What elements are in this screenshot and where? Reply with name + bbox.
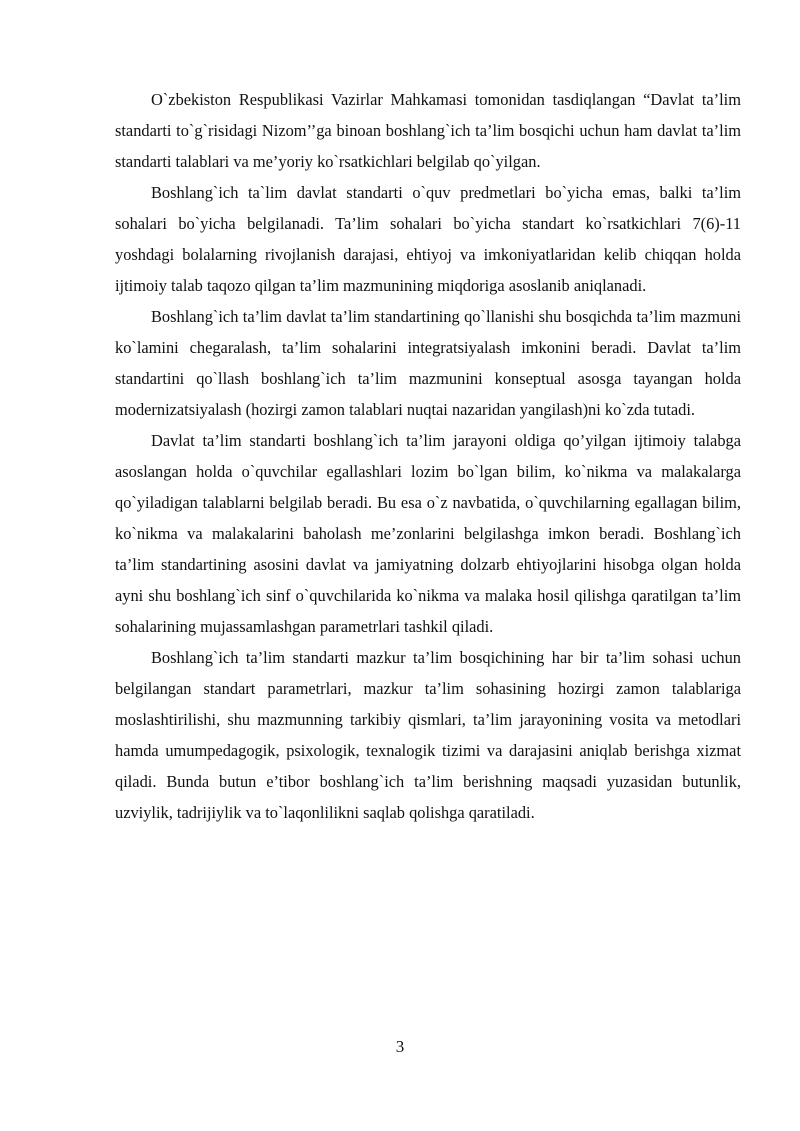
paragraph-1: O`zbekiston Respublikasi Vazirlar Mahkamasi tomonidan tasdiqlangan “Davlat ta’lim standarti to`g`risidagi Nizom’’ga binoan boshlang`ich ta’lim bosqichi uchun ham davlat ta’lim standarti talablari va me’yoriy ko`rsatkichlari belgilab qo`yilgan.: [115, 90, 741, 171]
paragraph-3: Boshlang`ich ta’lim davlat ta’lim standartining qo`llanishi shu bosqichda ta’lim mazmuni ko`lamini chegaralash, ta’lim sohalarini integratsiyalash imkonini beradi. Davlat ta’lim standartini qo`llash boshlang`ich ta’lim mazmunini konseptual asosga tayangan holda modernizatsiyalash (hozirgi zamon talablari nuqtai nazaridan yangilash)ni ko`zda tutadi.: [115, 307, 741, 419]
paragraph-4: Davlat ta’lim standarti boshlang`ich ta’lim jarayoni oldiga qo’yilgan ijtimoiy talabga asoslangan holda o`quvchilar egallashlari lozim bo`lgan bilim, ko`nikma va malakalarga qo`yiladigan talablarni belgilab beradi. Bu esa o`z navbatida, o`quvchilarning egallagan bilim, ko`nikma va malakalarini baholash me’zonlarini belgilashga imkon beradi. Boshlang`ich ta’lim standartining asosini davlat va jamiyatning dolzarb ehtiyojlarini hisobga olgan holda ayni shu boshlang`ich sinf o`quvchilarida ko`nikma va malaka hosil qilishga qaratilgan ta’lim sohalarining mujassamlashgan parametrlari tashkil qiladi.: [115, 431, 741, 636]
paragraph-5: Boshlang`ich ta’lim standarti mazkur ta’lim bosqichining har bir ta’lim sohasi uchun belgilangan standart parametrlari, mazkur ta’lim sohasining hozirgi zamon talablariga moslashtirilishi, shu mazmunning tarkibiy qismlari, ta’lim jarayonining vosita va metodlari hamda umumpedagogik, psixologik, texnalogik tizimi va darajasini aniqlab berishga xizmat qiladi. Bunda butun e’tibor boshlang`ich ta’lim berishning maqsadi yuzasidan butunlik, uzviylik, tadrijiylik va to`laqonlilikni saqlab qolishga qaratiladi.: [115, 648, 741, 822]
document-page: [115, 84, 741, 828]
page-number: 3: [395, 1037, 405, 1056]
paragraph-2: Boshlang`ich ta`lim davlat standarti o`quv predmetlari bo`yicha emas, balki ta’lim sohalari bo`yicha belgilanadi. Ta’lim sohalari bo`yicha standart ko`rsatkichlari 7(6)-11 yoshdagi bolalarning rivojlanish darajasi, ehtiyoj va imkoniyatlaridan kelib chiqqan holda ijtimoiy talab taqozo qilgan ta’lim mazmunining miqdoriga asoslanib aniqlanadi.: [115, 183, 741, 295]
